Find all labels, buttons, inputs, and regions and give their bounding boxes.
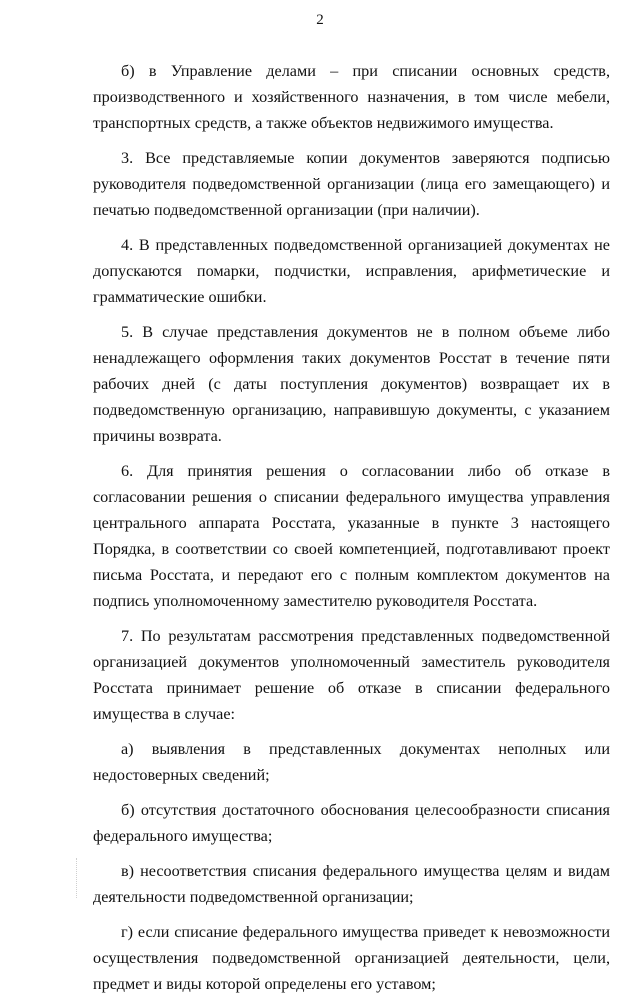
- paragraph-a-incomplete: а) выявления в представленных документах неполных или недостоверных сведений;: [93, 740, 610, 784]
- paragraph-3-copies: 3. Все представляемые копии документов заверяются подписью руководителя подведомственной организации (лица его замещающего) и печатью подведомственной организации (при наличии).: [93, 149, 610, 219]
- scan-artifact: [76, 858, 79, 898]
- paragraph-6-decision: 6. Для принятия решения о согласовании либо об отказе в согласовании решения о списании федерального имущества управления центрального аппарата Росстата, указанные в пункте 3 настоящего Порядка, в соответствии со своей компетенцией, подготавливают проект письма Росстата, и передают его с полным комплектом документов на подпись уполномоченному заместителю руководителя Росстата.: [93, 462, 610, 610]
- document-body: [93, 58, 610, 997]
- paragraph-g-impossibility: г) если списание федерального имущества приведет к невозможности осуществления подведомственной организацией деятельности, цели, предмет и виды которой определены его уставом;: [93, 923, 610, 993]
- paragraph-v-mismatch: в) несоответствия списания федерального имущества целям и видам деятельности подведомственной организации;: [93, 862, 610, 906]
- page-number: 2: [316, 12, 324, 28]
- paragraph-b-management: б) в Управление делами – при списании основных средств, производственного и хозяйственного назначения, в том числе мебели, транспортных средств, а также объектов недвижимого имущества.: [93, 62, 610, 132]
- paragraph-5-return: 5. В случае представления документов не в полном объеме либо ненадлежащего оформления таких документов Росстат в течение пяти рабочих дней (с даты поступления документов) возвращает их в подведомственную организацию, направившую документы, с указанием причины возврата.: [93, 323, 610, 445]
- paragraph-b-justification: б) отсутствия достаточного обоснования целесообразности списания федерального имущества;: [93, 801, 610, 845]
- paragraph-7-refusal: 7. По результатам рассмотрения представленных подведомственной организацией документов уполномоченный заместитель руководителя Росстата принимает решение об отказе в списании федерального имущества в случае:: [93, 627, 610, 723]
- paragraph-4-errors: 4. В представленных подведомственной организацией документах не допускаются помарки, подчистки, исправления, арифметические и грамматические ошибки.: [93, 236, 610, 306]
